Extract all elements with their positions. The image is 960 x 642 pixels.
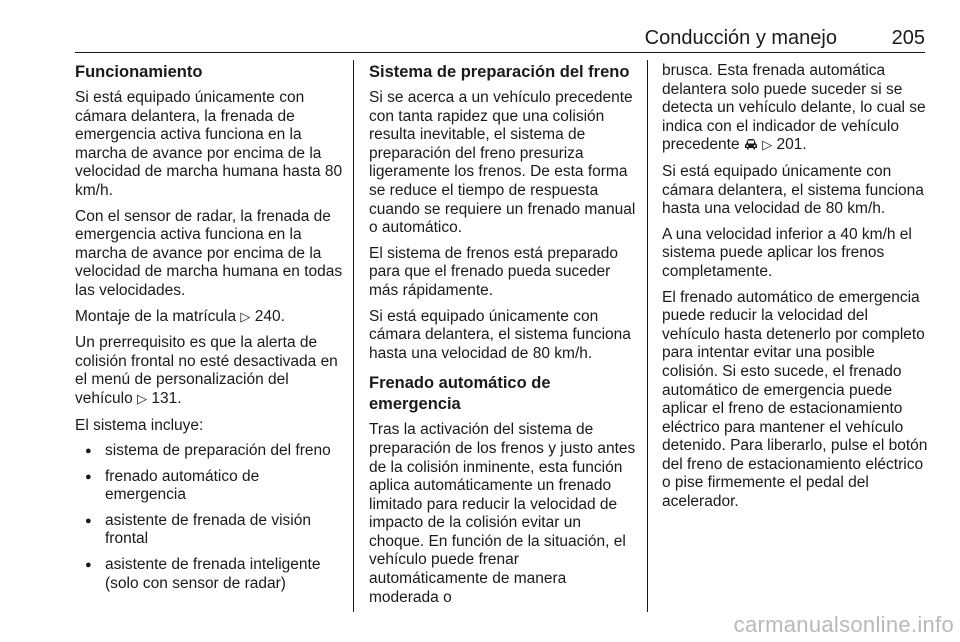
page-reference-icon: ▷ [762, 138, 773, 154]
paragraph-text: Un prerrequisito es que la alerta de colisión frontal no esté desactivada en el menú de personalización del vehículo [75, 334, 338, 407]
list-item: ● asistente de frenada de visión frontal [75, 512, 343, 549]
heading-sistema-preparacion-freno: Sistema de preparación del freno [369, 63, 630, 81]
paragraph: El sistema de frenos está preparado para que el frenado pueda suceder más rápidamente. [369, 244, 618, 299]
paragraph: Con el sensor de radar, la frenada de emergencia activa funciona en la marcha de avance por encima de la velocidad de marcha humana en todas las velocidades. [75, 207, 343, 299]
paragraph-text: brusca. Esta frenada automática delantera solo puede suceder si se detecta un vehículo delante, lo cual se indica con el indicador de vehículo precedente [662, 62, 926, 154]
paragraph: A una velocidad inferior a 40 km/h el sistema puede aplicar los frenos completamente. [662, 225, 912, 280]
paragraph-text: Montaje de la matrícula [75, 307, 237, 325]
heading-funcionamiento: Funcionamiento [75, 63, 203, 81]
column-divider [353, 60, 354, 612]
paragraph [662, 62, 928, 156]
paragraph [75, 334, 343, 409]
column-divider [647, 60, 648, 612]
paragraph: El sistema incluye: [75, 416, 204, 434]
section-title: Conducción y manejo [644, 27, 837, 49]
list-item: ● frenado automático de emergencia [75, 468, 343, 505]
column-1 [75, 62, 343, 600]
watermark: carmanualsonline.info [733, 612, 954, 637]
page-reference-link[interactable]: 201. [776, 136, 807, 154]
heading-frenado-automatico: Frenado automático de emergencia [369, 374, 551, 414]
column-3 [662, 62, 928, 519]
page-reference-link[interactable]: 131. [151, 389, 182, 407]
page-header [75, 22, 925, 53]
column-2 [369, 62, 637, 614]
page-reference-icon: ▷ [240, 309, 251, 325]
paragraph: Si está equipado únicamente con cámara delantera, el sistema funciona hasta una velocidad de 80 km/h. [662, 162, 924, 218]
paragraph [75, 308, 343, 328]
list-item: ● asistente de frenada inteligente (solo con sensor de radar) [75, 556, 343, 593]
paragraph: El frenado automático de emergencia puede reducir la velocidad del vehículo hasta detenerlo por completo para intentar evitar una posible colisión. Si esto sucede, el frenado automático de emergencia puede aplicar el freno de estacionamiento eléctrico para mantener el vehículo detenido. Para liberarlo, pulse el botón del freno de estacionamiento eléctrico o pise firmemente el pedal del acelerador. [662, 288, 928, 511]
paragraph: Si está equipado únicamente con cámara delantera, la frenada de emergencia activa funciona en la marcha de avance por encima de la velocidad de marcha humana hasta 80 km/h. [75, 89, 343, 199]
paragraph: Si está equipado únicamente con cámara delantera, el sistema funciona hasta una velocidad de 80 km/h. [369, 307, 631, 362]
page-reference-icon: ▷ [137, 391, 148, 407]
vehicle-ahead-icon [744, 138, 758, 150]
page-reference-link[interactable]: 240. [254, 307, 285, 325]
paragraph: Si se acerca a un vehículo precedente con tanta rapidez que una colisión resulta inevitable, el sistema de preparación del freno presuriza ligeramente los frenos. De esta forma se reduce el tiempo de respuesta cuando se requiere un frenado manual o automático. [369, 89, 636, 237]
list-item: ● sistema de preparación del freno [75, 442, 343, 461]
page-number: 205 [891, 27, 925, 49]
paragraph: Tras la activación del sistema de preparación de los frenos y justo antes de la colisión inminente, esta función aplica automáticamente un frenado limitado para reducir la velocidad de impacto de la colisión evitar un choque. En función de la situación, el vehículo puede frenar automáticamente de manera moderada o [369, 421, 636, 606]
